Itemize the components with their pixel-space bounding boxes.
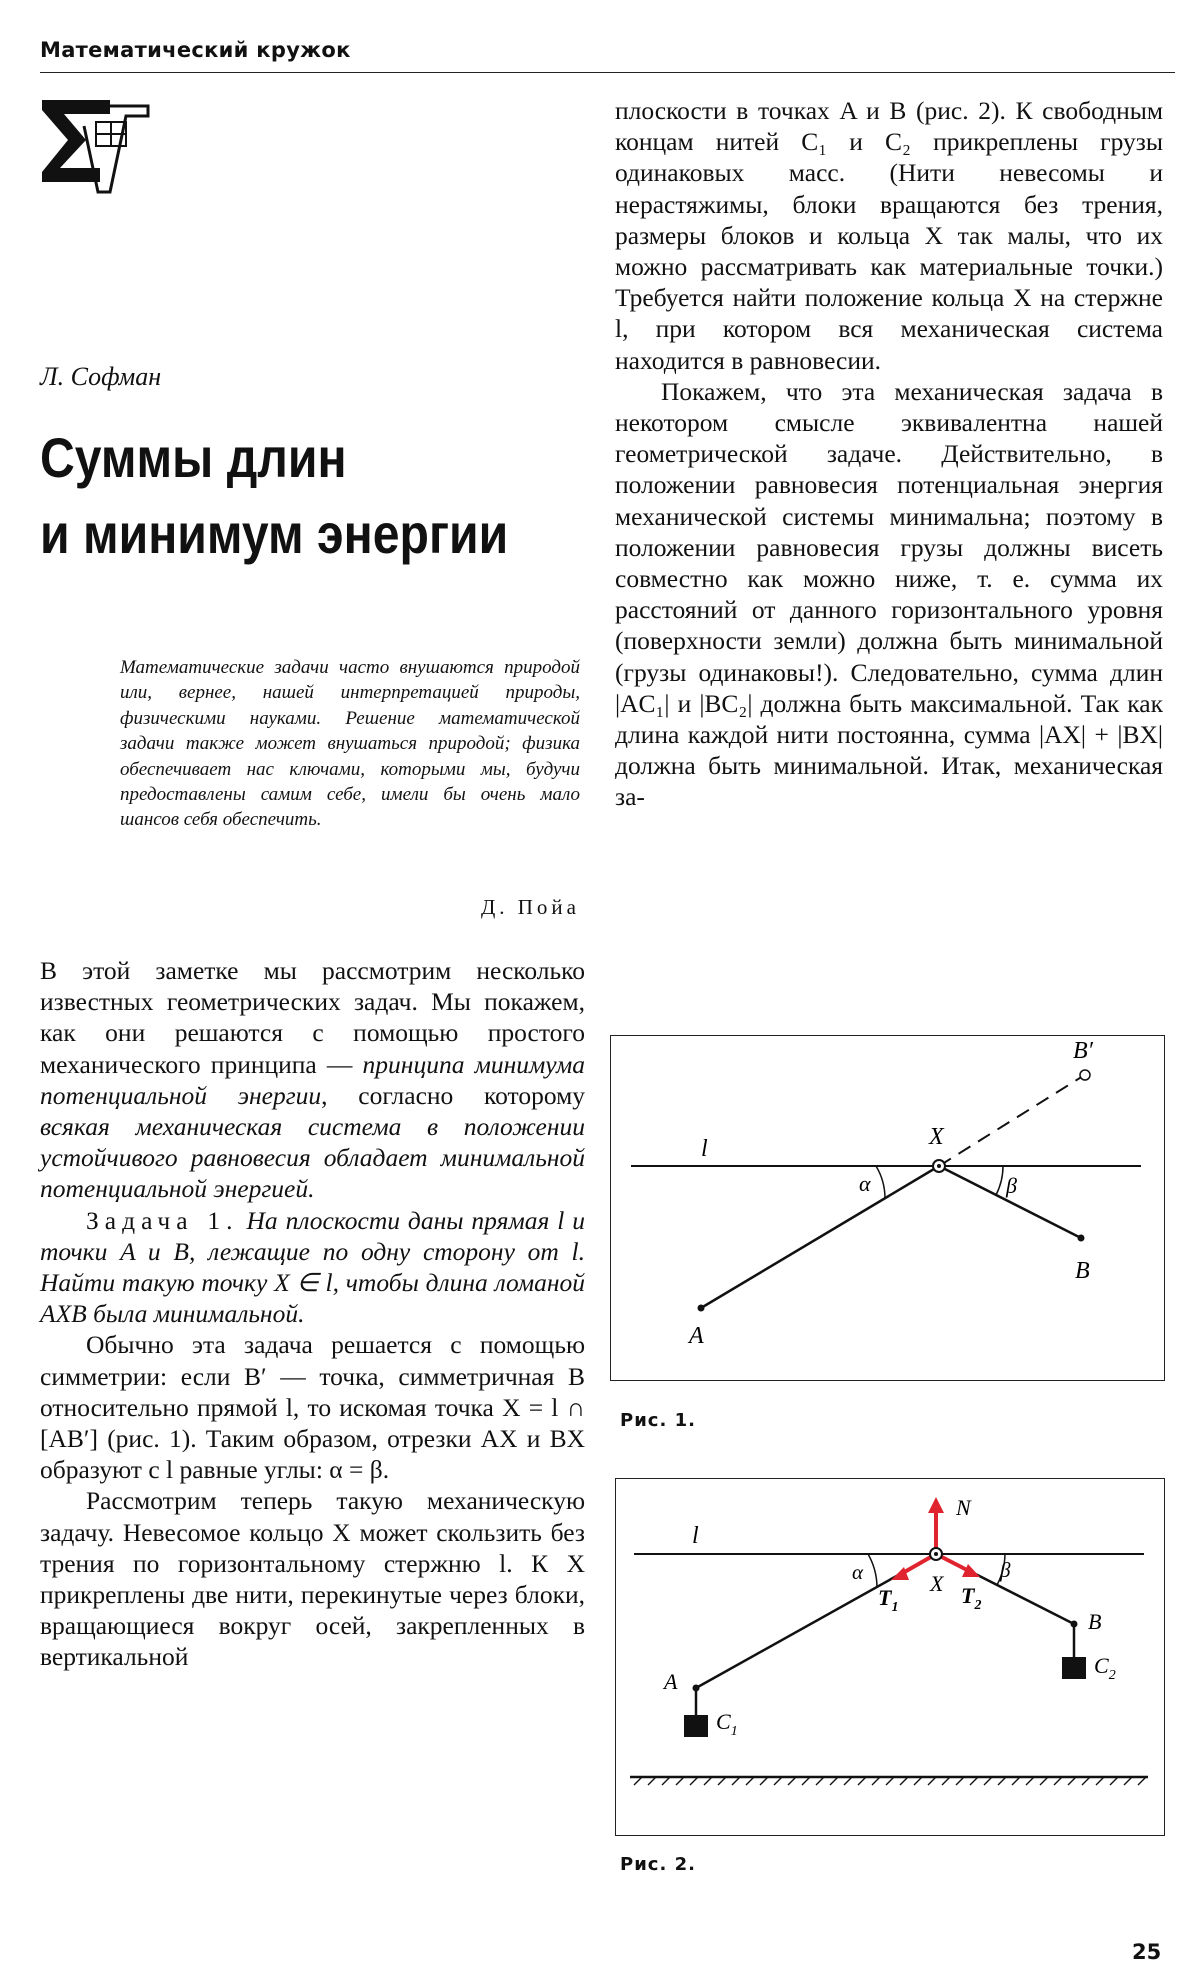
- point-Bprime: [1080, 1070, 1090, 1080]
- segment-XBprime: [939, 1076, 1083, 1166]
- label-A: A: [664, 1669, 678, 1694]
- label-A: A: [689, 1323, 704, 1349]
- header-rule: [40, 72, 1175, 73]
- principle-name: принципа минимума потенциальной энергии: [40, 1049, 585, 1110]
- weight-C1: [684, 1715, 708, 1737]
- figure-1: [610, 1035, 1165, 1381]
- sigma-logo-icon: [40, 96, 150, 196]
- epigraph: Математические задачи часто внушаются природой или, вернее, нашей интерпретацией природы, физическими науками. Решение математической задачи также может внушаться природой; физика обеспечивает нас ключами, которыми мы, будучи предоставлены самим себе, имели бы очень мало шансов себя обеспечить.: [120, 657, 580, 831]
- label-Bprime: B′: [1073, 1038, 1093, 1064]
- angle-alpha-arc: [876, 1166, 885, 1198]
- force-N-arrowhead: [928, 1497, 944, 1513]
- angle-alpha-arc: [868, 1554, 877, 1587]
- section-header: Математический кружок: [40, 38, 351, 62]
- label-l: l: [701, 1136, 708, 1162]
- left-column: [40, 955, 585, 1673]
- title-line-1: Суммы длин: [40, 426, 347, 489]
- label-T1: $T_1$: [878, 1585, 899, 1615]
- point-B: [1078, 1235, 1085, 1242]
- segment-AX: [701, 1166, 939, 1308]
- figure-1-caption: Рис. 1.: [620, 1410, 696, 1431]
- paragraph-task-1: [40, 1205, 585, 1330]
- label-T2: $T_2$: [961, 1583, 982, 1613]
- label-beta: β: [1000, 1558, 1011, 1582]
- label-N: N: [956, 1495, 971, 1520]
- label-l: l: [692, 1523, 699, 1549]
- right-column: [615, 95, 1163, 813]
- label-alpha: α: [852, 1560, 864, 1584]
- paragraph-equivalence: Покажем, что эта механическая задача в некотором смысле эквивалентна нашей геометрической задаче. Действительно, в положении равновесия потенциальная энергия механической системы минимальна; поэтому в положении равновесия грузы должны висеть совместно как можно ниже, т. е. сумма их расстояний от данного горизонтального уровня (поверхности земли) должна быть минимальной (грузы одинаковы!). Следовательно, сумма длин |AC₁| и |BC₂| должна быть максимальной. Так как длина каждой нити постоянна, сумма |AX| + |BX| должна быть минимальной. Итак, механическая за-: [615, 376, 1163, 812]
- epigraph-author: Д. Пойа: [480, 895, 580, 919]
- figure-2-diagram: [616, 1479, 1164, 1835]
- paragraph-symmetry: Обычно эта задача решается с помощью симметрии: если B′ — точка, симметричная B относительно прямой l, то искомая точка X = l ∩ [AB′] (рис. 1). Таким образом, отрезки AX и BX образуют с l равные углы: α = β.: [40, 1330, 585, 1485]
- label-C2: $C_2$: [1094, 1653, 1116, 1683]
- pulley-A: [693, 1685, 700, 1692]
- task-text: На плоскости даны прямая l и точки A и B, лежащие по одну сторону от l. Найти такую точку X ∈ l, чтобы длина ломаной AXB была минимальной.: [40, 1205, 585, 1329]
- label-B: B: [1075, 1258, 1090, 1284]
- page-number: 25: [1132, 1940, 1162, 1964]
- figure-2-caption: Рис. 2.: [620, 1854, 696, 1875]
- paragraph-intro: В этой заметке мы рассмотрим несколько известных геометрических задач. Мы покажем, как они решаются с помощью простого механического принципа — принципа минимума потенциальной энергии, согласно которому всякая механическая система в положении устойчивого равновесия обладает минимальной потенциальной энергией.: [40, 956, 585, 1204]
- point-A: [698, 1305, 705, 1312]
- figure-1-diagram: [611, 1036, 1164, 1380]
- paragraph-mechanical: Рассмотрим теперь такую механическую задачу. Невесомое кольцо X может скользить без трения по горизонтальному стержню l. К X прикреплены две нити, перекинутые через блоки, вращающиеся вокруг осей, закрепленных в вертикальной: [40, 1486, 585, 1672]
- pulley-B: [1071, 1621, 1078, 1628]
- angle-beta-arc: [996, 1166, 1003, 1195]
- label-X: X: [929, 1124, 944, 1150]
- author-name: Л. Софман: [40, 362, 162, 391]
- paragraph-continued: плоскости в точках A и B (рис. 2). К свободным концам нитей C₁ и C₂ прикреплены грузы одинаковых масс. (Нити невесомы и нерастяжимы, блоки вращаются без трения, размеры блоков и кольца X так малы, что их можно рассматривать как материальные точки.) Требуется найти положение кольца X на стержне l, при котором вся механическая система находится в равновесии.: [615, 96, 1163, 375]
- figure-2: [615, 1478, 1165, 1836]
- article-title: [40, 420, 522, 572]
- label-beta: β: [1006, 1173, 1017, 1198]
- label-B: B: [1088, 1609, 1102, 1634]
- title-line-2: и минимум энергии: [40, 502, 509, 565]
- label-alpha: α: [859, 1171, 871, 1196]
- weight-C2: [1062, 1657, 1086, 1679]
- principle-statement: всякая механическая система в положении устойчивого равновесия обладает минимальной потенциальной энергией.: [40, 1112, 585, 1204]
- task-label: Задача 1.: [86, 1205, 239, 1235]
- label-X: X: [930, 1571, 944, 1596]
- label-C1: $C_1$: [716, 1709, 738, 1739]
